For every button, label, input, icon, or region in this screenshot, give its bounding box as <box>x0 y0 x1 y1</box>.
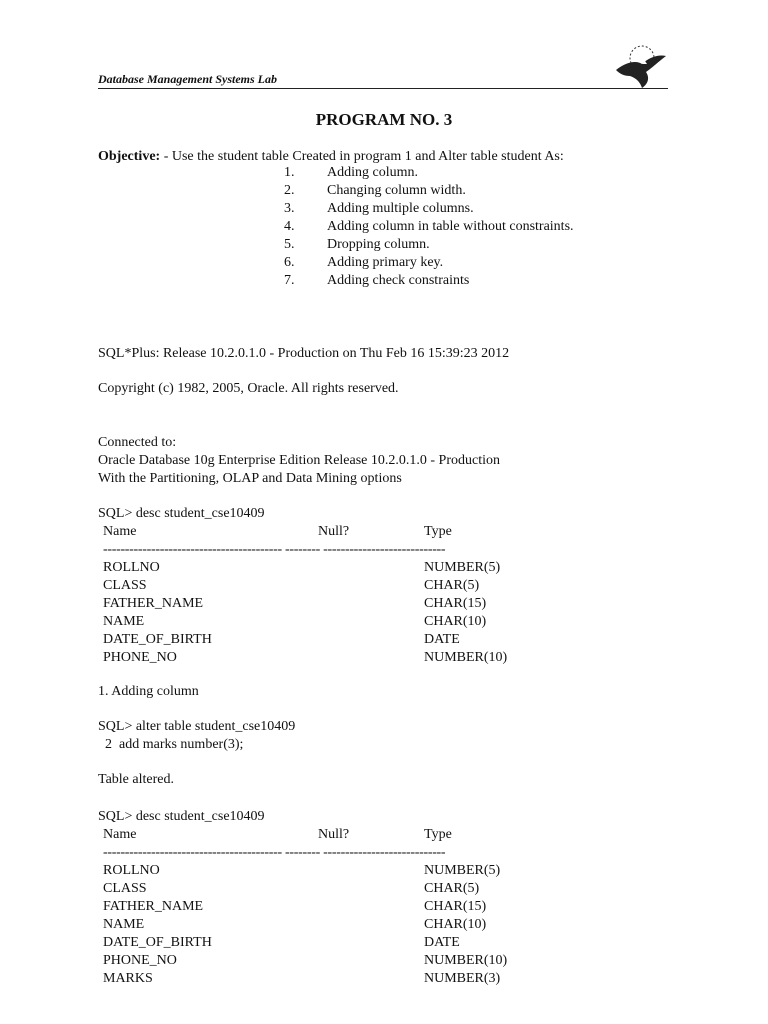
desc-table-2 <box>98 808 508 988</box>
list-item <box>284 218 574 236</box>
column-type: CHAR(5) <box>424 578 480 593</box>
table-row <box>98 613 487 631</box>
sql-command: SQL> desc student_cse10409 <box>98 506 265 521</box>
table-row <box>98 898 487 916</box>
table-row <box>98 934 460 952</box>
objective-line <box>98 149 564 165</box>
column-type: NUMBER(3) <box>424 971 501 986</box>
column-type: NUMBER(5) <box>424 863 501 878</box>
sqlplus-release-line: SQL*Plus: Release 10.2.0.1.0 - Production on Thu Feb 16 15:39:23 2012 <box>98 346 510 361</box>
list-item-number: 3. <box>284 201 295 216</box>
list-item-number: 6. <box>284 255 295 270</box>
sql-command: SQL> desc student_cse10409 <box>98 809 265 824</box>
table-header-row <box>98 523 452 541</box>
table-row <box>98 970 501 988</box>
column-name: DATE_OF_BIRTH <box>103 632 212 647</box>
list-item-text: Dropping column. <box>327 237 430 252</box>
column-type: CHAR(15) <box>424 596 487 611</box>
column-type: CHAR(10) <box>424 917 487 932</box>
column-header-type: Type <box>424 827 452 842</box>
column-name: DATE_OF_BIRTH <box>103 935 212 950</box>
table-row <box>98 649 508 667</box>
objective-text: - Use the student table Created in program 1 and Alter table student As: <box>160 149 564 164</box>
list-item-text: Adding primary key. <box>327 255 444 270</box>
objective-label: Objective: <box>98 149 161 164</box>
list-item-text: Adding multiple columns. <box>327 201 474 216</box>
column-name: MARKS <box>103 971 153 986</box>
column-name: FATHER_NAME <box>103 899 204 914</box>
list-item-number: 5. <box>284 237 295 252</box>
table-divider: ----------------------------------------- -------- ---------------------------- <box>103 542 446 557</box>
column-type: DATE <box>424 935 460 950</box>
sql-command: SQL> alter table student_cse10409 <box>98 719 296 734</box>
desc-table-1 <box>98 505 508 667</box>
list-item <box>284 164 574 182</box>
column-type: NUMBER(10) <box>424 953 508 968</box>
database-options-line: With the Partitioning, OLAP and Data Mining options <box>98 471 402 486</box>
list-item <box>284 254 574 272</box>
list-item-number: 7. <box>284 273 295 288</box>
eagle-logo-icon <box>612 44 668 90</box>
step-1-heading: 1. Adding column <box>98 684 199 699</box>
list-item-text: Adding check constraints <box>327 273 470 288</box>
column-header-name: Name <box>103 827 137 842</box>
column-header-name: Name <box>103 524 137 539</box>
sql-result: Table altered. <box>98 772 174 787</box>
column-type: CHAR(5) <box>424 881 480 896</box>
table-row <box>98 577 480 595</box>
column-name: NAME <box>103 614 145 629</box>
column-name: FATHER_NAME <box>103 596 204 611</box>
list-item-text: Adding column. <box>327 165 418 180</box>
connected-to-line: Connected to: <box>98 435 177 450</box>
column-type: DATE <box>424 632 460 647</box>
header-divider <box>98 88 668 89</box>
table-header-row <box>98 826 452 844</box>
table-row <box>98 631 460 649</box>
list-item <box>284 182 574 200</box>
column-name: ROLLNO <box>103 560 160 575</box>
list-item-number: 2. <box>284 183 295 198</box>
column-type: NUMBER(10) <box>424 650 508 665</box>
list-item <box>284 272 574 290</box>
column-type: NUMBER(5) <box>424 560 501 575</box>
column-name: CLASS <box>103 578 147 593</box>
document-header-title: Database Management Systems Lab <box>98 72 277 86</box>
table-row <box>98 916 487 934</box>
column-header-null: Null? <box>318 827 350 842</box>
list-item-text: Adding column in table without constraints. <box>327 219 574 234</box>
column-name: NAME <box>103 917 145 932</box>
column-name: PHONE_NO <box>103 650 177 665</box>
table-row <box>98 880 480 898</box>
list-item-number: 1. <box>284 165 295 180</box>
column-header-type: Type <box>424 524 452 539</box>
sql-command-continuation: 2 add marks number(3); <box>98 737 244 752</box>
column-type: CHAR(10) <box>424 614 487 629</box>
list-item-text: Changing column width. <box>327 183 466 198</box>
column-header-null: Null? <box>318 524 350 539</box>
table-row <box>98 862 501 880</box>
objective-list <box>284 164 574 290</box>
table-row <box>98 595 487 613</box>
table-row <box>98 559 501 577</box>
list-item <box>284 200 574 218</box>
column-name: PHONE_NO <box>103 953 177 968</box>
column-type: CHAR(15) <box>424 899 487 914</box>
list-item <box>284 236 574 254</box>
table-row <box>98 952 508 970</box>
column-name: ROLLNO <box>103 863 160 878</box>
table-divider: ----------------------------------------- -------- ---------------------------- <box>103 845 446 860</box>
column-name: CLASS <box>103 881 147 896</box>
list-item-number: 4. <box>284 219 295 234</box>
database-version-line: Oracle Database 10g Enterprise Edition Release 10.2.0.1.0 - Production <box>98 453 500 468</box>
program-title: PROGRAM NO. 3 <box>315 110 453 129</box>
copyright-line: Copyright (c) 1982, 2005, Oracle. All rights reserved. <box>98 381 399 396</box>
